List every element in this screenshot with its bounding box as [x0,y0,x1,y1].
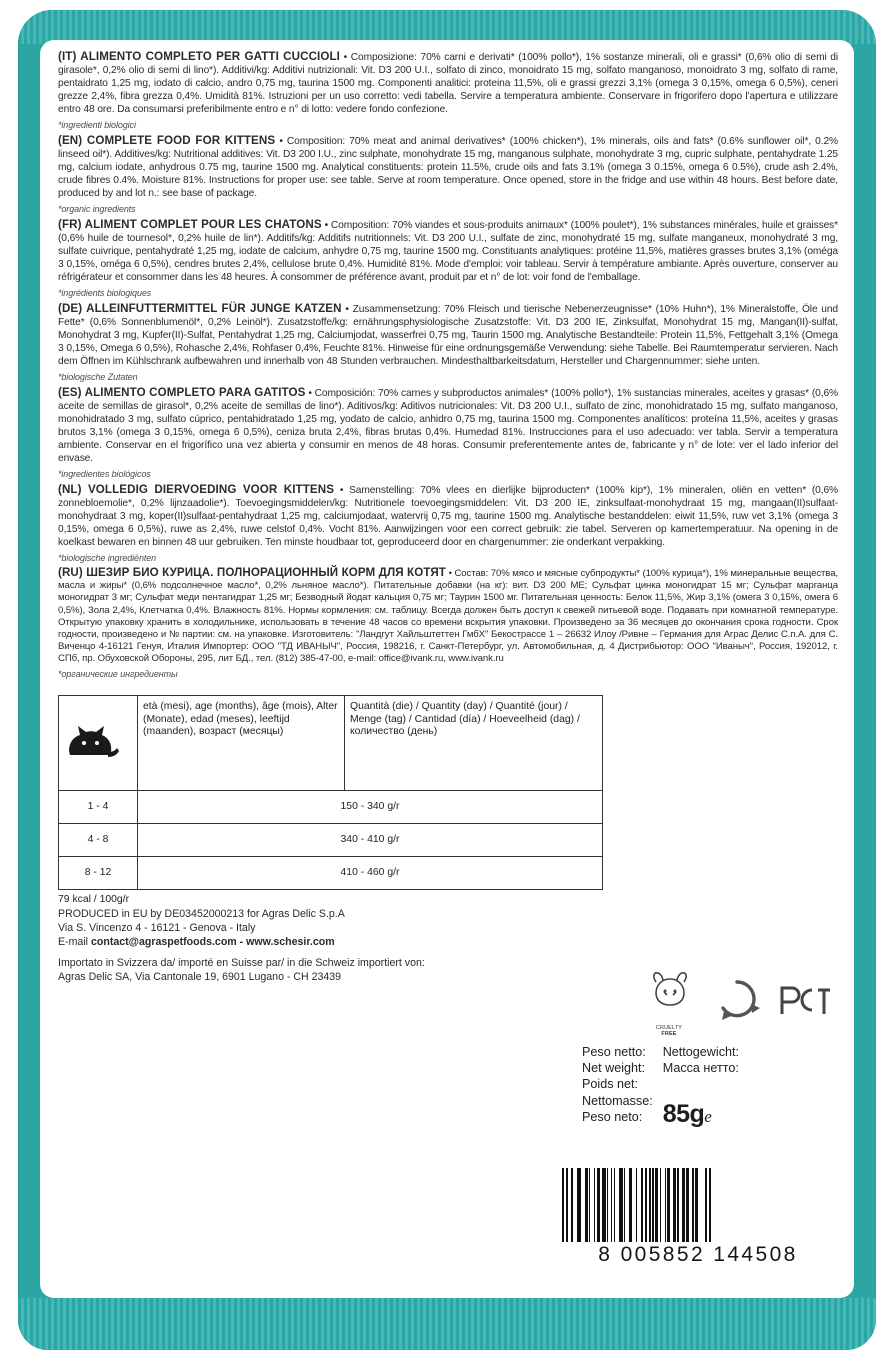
net-weight-label-en: Net weight: [582,1061,645,1076]
back-label [40,40,854,1298]
contact-line [58,935,578,949]
language-title-fr: (FR) ALIMENT COMPLET POUR LES CHATONS [58,218,322,231]
barcode-block [562,1168,834,1267]
language-block-fr [58,218,838,284]
organic-note-ru: *органические ингредиенты [58,669,178,680]
quantity-value: 340 - 410 g/r [138,824,603,857]
organic-note-it: *ingredienti biologici [58,119,136,130]
symbol-row [582,970,840,1037]
net-weight-number: 85g [662,1100,705,1129]
green-dot-recycling-icon [712,975,762,1028]
organic-note-de: *biologische Zutaten [58,371,138,382]
net-weight-label-de-fr: Nettomasse: [582,1093,653,1108]
language-body-nl: • Samenstelling: 70% vlees en dierlijke bijproducten* (100% kip*), 1% mineralen, oliën en vetten* (0,6% zonnebloemolie*, 0,2% lijnzaadolie*). Toevoegingsmiddelen/kg: Nutritionele toevoegingsmiddelen: Vit. D3 200 IE, zinksulfaat-monohydraat 15 mg, mangaan(II)sulfaat-monohydraat 3 mg, koper(II)sulfaat-pentahydraat 1,25 mg, calciumjodaat, watervrij 0,75 mg, taurine 1500 mg. Analytische bestanddelen: eiwit 11,5%, ruw vet 3,1% (omega 3 0,15%, omega 6 0,5%), ruwe as 2,4%, ruwe celstof 0,4%. Vocht 81%. Aanwijzingen voor een correct gebruik: zie tabel. Serveren op kamertemperatuur. Na opening in de koelkast bewaren en binnen 48 uur gebruiken. Ten minste houdbaar tot, geproduceerd door en chargenummer: zie onderkant verpakking. [58,485,838,548]
language-title-de: (DE) ALLEINFUTTERMITTEL FÜR JUNGE KATZEN [58,302,342,315]
language-body-es: • Composición: 70% carnes y subproductos animales* (100% pollo*), 1% sustancias minerales, aceites y grasas* (0,6% aceite de semillas de girasol*, 0,2% aceite de semillas de lino*). Aditivos/kg: Aditivos nutricionales: Vit. D3 200 U.I., sulfato de zinc, monohidratado 15 mg, sulfato manganoso, monohidratado 3 mg, sulfato cúprico, pentahidratado 1,25 mg, yodato de calcio, anhidro 0,75 mg, taurina 1500 mg. Componentes analíticos: proteína 11,5%, aceites y grasas brutos 3,1% (omega 3 0,15%, omega 6 0,5%), ceniza bruta 2,4%, fibras brutas 0,4%. Humedad 81%. Instrucciones para el uso adecuado: ver tabla. Servir a temperatura ambiente. Conservar en el frigorífico una vez abierta y consumir en menos de 48 horas. Consumir preferentemente antes de, fabricante y n° de lote: ver el lado inferior del envase. [58,388,838,464]
contact-email[interactable]: contact@agraspetfoods.com - www.schesir.com [90,936,335,949]
cruelty-free-icon [642,966,698,1037]
email-label: E-mail [58,936,89,949]
table-row [59,791,603,824]
net-weight-right-column [663,1044,739,1129]
net-weight-label-it: Peso netto: [582,1045,646,1059]
language-block-de [58,302,838,368]
table-header-row [59,696,603,791]
language-body-de: • Zusammensetzung: 70% Fleisch und tierische Nebenerzeugnisse* (10% Huhn*), 1% Mineralstoffe, Öle und Fette* (0,6% Sonnenblumenöl*, 0,2% Leinöl*). Zusatzstoffe/kg: ernährungsphysiologische Zusatzstoffe: Vit. D3 200 IE, Zinksulfat, Monohydrat 15 mg, Mangan(II)-sulfat, Monohydrat 3 mg, Kupfer(II)-Sulfat, Pentahydrat 1,25 mg, Calciumjodat, wasserfrei 0,75 mg, Taurin 1500 mg. Analytische Bestandteile: Protein 11,5%, Fettgehalt 3,1% (Omega 3 0,15%, Omega 6 0,5%), Rohasche 2,4%, Rohfaser 0,4%, Feuchte 81%. Hinweise für eine ordnungsgemäße Verwendung: siehe Tabelle. Bei Raumtemperatur servieren. Nach dem Öffnen im Kühlschrank aufbewahren und innerhalb von 48 Stunden verbrauchen. Mindesthaltbarkeitsdatum, Hersteller und Chargennummer: siehe unten. [58,304,838,367]
table-row [59,857,603,890]
language-title-nl: (NL) VOLLEDIG DIERVOEDING VOOR KITTENS [58,483,335,496]
language-block-en [58,134,838,200]
language-block-nl [58,483,838,549]
organic-note-en: *organic ingredients [58,203,136,214]
organic-note-nl: *biologische ingrediënten [58,552,157,563]
net-weight-labels-left [582,1044,653,1125]
pct-eac-conformity-icon [776,978,832,1025]
net-weight-value [663,1100,739,1129]
product-pouch [18,10,876,1350]
age-column-header: età (mesi), age (months), âge (mois), Alter (Monate), edad (meses), leeftijd (maanden), возраст (месяцы) [138,696,345,791]
import-line-2: Agras Delic SA, Via Cantonale 19, 6901 Lugano - CH 23439 [58,971,342,984]
language-block-ru [58,567,838,666]
import-line-1: Importato in Svizzera da/ importé en Suisse par/ in die Schweiz importiert von: [58,957,425,970]
age-value: 4 - 8 [59,824,138,857]
e-mark-icon: e [704,1107,712,1127]
net-weight-label-es: Peso neto: [582,1109,643,1124]
producer-line-2: Via S. Vincenzo 4 - 16121 - Genova - Italy [58,922,256,935]
pouch-bottom-seal [18,1298,876,1350]
pouch-top-seal [18,10,876,44]
legal-text-block [58,50,838,681]
producer-line-1: PRODUCED in EU by DE03452000213 for Agras Delic S.p.A [58,908,345,921]
cruelty-free-caption-bottom: FREE [661,1030,677,1037]
net-weight-labels-right [663,1044,739,1076]
organic-note-fr: *ingrédients biologiques [58,287,152,298]
net-weight-label-de: Nettogewicht: [662,1045,740,1059]
net-weight-label-fr: Poids net: [582,1077,639,1092]
language-body-it: • Composizione: 70% carni e derivati* (100% pollo*), 1% sostanze minerali, oli e grassi* (0,6% olio di semi di girasole*, 0,2% olio di semi di lino*). Additivi/kg: Additivi nutrizionali: Vit. D3 200 U.I., solfato di zinco, monoidrato 15 mg, solfato manganoso, monoidrato 3 mg, solfato di rame, pentaidrato 1,25 mg, iodato di calcio, andro 0,75 mg, taurina 1500 mg. Componenti analitici: proteina 11,5%, oli e grassi grezzi 3,1% (omega 3 0,15%, omega 6 0,5%), ceneri grezze 2,4%, fibra grezza 0,4%. Umidità 81%. Istruzioni per un uso corretto: vedi tabella. Servire a temperatura ambiente. Conservare in frigorifero dopo l'apertura e utilizzare entro 48 ore. Da consumarsi preferibilmente entro e n° di lotto: vedere fondo confezione. [58,52,838,115]
cruelty-free-caption [642,1025,696,1037]
cruelty-free-caption-top: CRUELTY [655,1024,683,1031]
feeding-table [58,695,603,890]
language-block-it [58,50,838,116]
net-weight-block [582,1044,840,1129]
cat-icon [59,721,137,766]
age-value: 1 - 4 [59,791,138,824]
kcal-value: 79 kcal / 100g/r [58,894,130,906]
organic-note-es: *ingredientes biológicos [58,468,151,479]
label-content [58,50,838,984]
quantity-value: 410 - 460 g/r [138,857,603,890]
language-body-fr: • Composition: 70% viandes et sous-produits animaux* (100% poulet*), 1% substances minérales, huile et graisses* (0,6% huile de tournesol*, 0,2% huile de lin*). Additifs/kg: Additifs nutritionnels: Vit. D3 200 U.I., sulfate de zinc, monohydraté 15 mg, sulfate manganeux, monohydraté 3 mg, sulfate cuivrique, pentahydraté 1,25 mg, iodate de calcium, anhydre 0,75 mg, taurine 1500 mg. Constituants analytiques: protéine 11,5%, matières grasses brutes 3,1% (oméga 3 0,15%, oméga 6 0,5%), cendres brutes 2,4%, cellulose brute 0,4%. Humidité 81%. Mode d'emploi: voir tableau. Servir à température ambiante. Après ouverture, conserver au réfrigérateur et consommer dans les 48 heures. À consommer de préférence avant, produit par et n° de lot: voir fond de l'emballage. [58,220,839,283]
language-title-ru: (RU) ШЕЗИР БИО КУРИЦА. ПОЛНОРАЦИОННЫЙ КОРМ ДЛЯ КОТЯТ [58,566,446,579]
language-block-es [58,386,838,465]
barcode-image [562,1168,834,1242]
producer-info [58,907,578,984]
feeding-guide [58,695,581,905]
net-weight-label-ru: Масса нетто: [662,1061,739,1076]
language-body-ru: • Состав: 70% мясо и мясные субпродукты* (100% курица*), 1% минеральные вещества, масла и жиры* (0,6% подсолнечное масло*, 0,2% льняное масло*). Питательные добавки (на кг): вит. D3 200 МЕ; Сульфат цинка моногидрат 15 мг; Сульфат марганца моногидрат 3 мг; Сульфат меди пентагидрат 1,25 мг; Безводный йодат кальция 0,75 мг; Таурин 1500 мг. Питательная ценность: Белок 11,5%, Жир 3,1% (омега 3 0,15%, омега 6 0,5%), Зола 2,4%, Клетчатка 0,4%. Влажность 81%. Нормы кормления: см. таблицу. Всегда должен быть доступ к свежей питьевой воде. Подавать при комнатной температуре. Открытую упаковку хранить в холодильнике, использовать в течение 48 часов со времени вскрытия упаковки. Произведено за 36 месяцев до окончания срока годности. Срок годности, произведено и № партии: см. на упаковке. Изготовитель: "Ландгут Хайльштеттен ГмбХ" Бекострассе 1 – 26632 Илоу /Ривне – Германия для Аграс Делис С.п.А. для С. Виченцо 4-16121 Генуя, Италия Импортер: ООО "ТД ИВАНЫЧ", Россия, 198216, г. Санкт-Петербург, ул. Автомобильная, д. 4 Дистрибьютор: ООО "Иваныч", Россия, 192012, г. СПб, пр. Обуховской Обороны, 295, лит БД., тел. (812) 385-47-00, e-mail: office@ivank.ru, www.ivank.ru [58,568,838,665]
cat-icon-cell [59,696,138,791]
language-title-es: (ES) ALIMENTO COMPLETO PARA GATITOS [58,386,306,399]
quantity-column-header: Quantità (die) / Quantity (day) / Quantité (jour) / Menge (tag) / Cantidad (día) / Hoeveelheid (dag) / количество (день) [345,696,603,791]
table-row [59,824,603,857]
language-title-en: (EN) COMPLETE FOOD FOR KITTENS [58,134,276,147]
weight-and-symbols [582,970,840,1129]
age-value: 8 - 12 [59,857,138,890]
barcode-number: 8 005852 144508 [598,1243,798,1266]
quantity-value: 150 - 340 g/r [138,791,603,824]
language-body-en: • Composition: 70% meat and animal derivatives* (100% chicken*), 1% minerals, oils and fats* (0.6% sunflower oil*, 0.2% linseed oil*). Additives/kg: Nutritional additives: Vit. D3 200 I.U., zinc sulphate, monohydrate 15 mg, manganous sulphate, monohydrate 3 mg, cupric sulphate, pentahydrate 1.25 mg, calcium iodate, anhydrous 0.75 mg, taurine 1500 mg. Analytical constituents: protein 11.5%, crude oils and fats 3.1% (omega 3 0.15%, omega 6 0.5%), crude ash 2.4%, crude fibres 0.4%. Moisture 81%. Instructions for proper use: see table. Serve at room temperature. Once opened, store in the fridge and use within 48 hours. Best before date, produced by and lot n.: see base of package. [58,136,838,199]
language-title-it: (IT) ALIMENTO COMPLETO PER GATTI CUCCIOLI [58,50,340,63]
